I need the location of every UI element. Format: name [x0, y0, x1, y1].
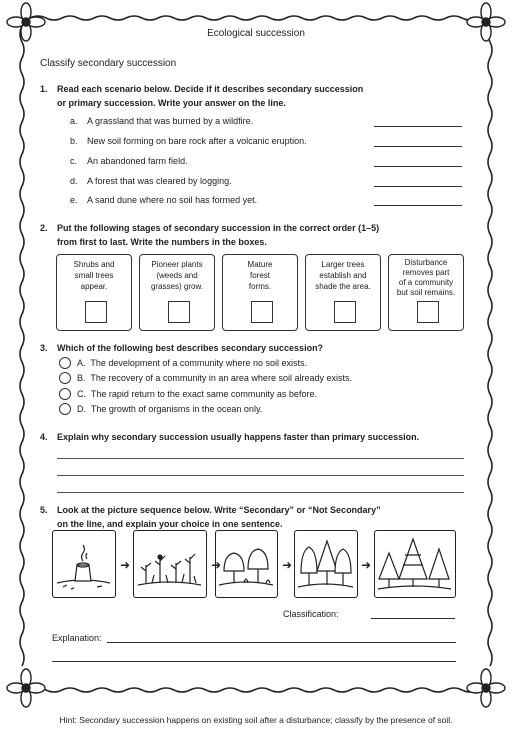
q1-answer-line-c[interactable]: [374, 166, 462, 167]
stage-text: forest: [249, 271, 270, 280]
stage-text: but soil remains.: [396, 288, 456, 297]
hint-text: Hint: Secondary succession happens on existing soil after a disturbance; classify by the presence of soil.: [59, 715, 453, 725]
q1-item-c: [70, 156, 188, 166]
radio-circle-icon[interactable]: [59, 388, 71, 400]
q1-item-a: [70, 116, 253, 126]
stage-text: (weeds and: [156, 271, 198, 280]
explanation-line[interactable]: [107, 642, 456, 643]
option-letter: C.: [77, 389, 86, 399]
stage-text: Mature: [247, 260, 273, 269]
q4-writing-line[interactable]: [57, 475, 464, 476]
burned-stump-icon: [53, 531, 114, 596]
classification-label: Classification:: [283, 609, 339, 619]
q1-item-text: A sand dune where no soil has formed yet.: [87, 195, 258, 205]
q4-text: Explain why secondary succession usually happens faster than primary succession.: [57, 432, 420, 442]
q1-item-d: [70, 176, 232, 186]
stage-text: removes part: [402, 268, 450, 277]
order-box[interactable]: [168, 301, 190, 323]
option-letter: B.: [77, 373, 86, 383]
q1-answer-line-e[interactable]: [374, 205, 462, 206]
stage-card-5: [388, 254, 464, 331]
q2-text-line2: from first to last. Write the numbers in the boxes.: [57, 237, 267, 247]
worksheet-title: Ecological succession: [207, 28, 305, 39]
q5-text-line2: on the line, and explain your choice in one sentence.: [57, 519, 283, 529]
q1-item-letter: e.: [70, 195, 78, 205]
stage-card-1: [56, 254, 132, 331]
q1-text: [57, 82, 363, 110]
q5-text-line1: Look at the picture sequence below. Write “Secondary” or “Not Secondary”: [57, 505, 381, 515]
option-text: The rapid return to the exact same community as before.: [90, 389, 317, 399]
q1-text-line1: Read each scenario below. Decide if it describes secondary succession: [57, 84, 364, 94]
order-box[interactable]: [417, 301, 439, 323]
q1-text-line2: or primary succession. Write your answer on the line.: [57, 98, 286, 108]
option-letter: D.: [77, 404, 86, 414]
q3-number: 3.: [40, 343, 48, 353]
q2-number: 2.: [40, 223, 48, 233]
radio-circle-icon[interactable]: [59, 357, 71, 369]
radio-circle-icon[interactable]: [59, 403, 71, 415]
stage-text: Larger trees: [321, 260, 365, 269]
q1-item-b: [70, 136, 307, 146]
q5-text: [57, 503, 381, 531]
stage-text: grasses) grow.: [150, 282, 204, 291]
sequence-arrow-icon: ➜: [211, 558, 222, 572]
panel-young-forest: [294, 530, 358, 598]
order-box[interactable]: [251, 301, 273, 323]
stage-text: shade the area.: [315, 282, 371, 291]
q1-item-text: A forest that was cleared by logging.: [87, 176, 232, 186]
q1-item-text: An abandoned farm field.: [87, 156, 188, 166]
young-forest-icon: [295, 531, 356, 596]
stage-text: Shrubs and: [73, 260, 115, 269]
q2-text: [57, 221, 379, 249]
q5-number: 5.: [40, 505, 48, 515]
q4-writing-line[interactable]: [57, 458, 464, 459]
sequence-arrow-icon: ➜: [361, 558, 372, 572]
stage-card-2: [139, 254, 215, 331]
panel-shrubs-small-trees: [215, 530, 278, 598]
option-text: The recovery of a community in an area where soil already exists.: [90, 373, 352, 383]
stage-text: small trees: [74, 271, 114, 280]
shrubs-small-trees-icon: [216, 531, 276, 596]
q1-answer-line-b[interactable]: [374, 146, 462, 147]
stage-text: of a community: [398, 278, 454, 287]
q4-number: 4.: [40, 432, 48, 442]
stage-text: appear.: [80, 282, 108, 291]
stage-card-4: [305, 254, 381, 331]
option-text: The growth of organisms in the ocean only.: [90, 404, 263, 414]
radio-circle-icon[interactable]: [59, 372, 71, 384]
q3-option-d[interactable]: [59, 403, 262, 416]
q1-item-e: [70, 195, 257, 205]
panel-pioneer-plants: [133, 530, 207, 598]
q1-number: 1.: [40, 84, 48, 94]
q3-option-a[interactable]: [59, 357, 307, 370]
order-box[interactable]: [334, 301, 356, 323]
q1-item-text: New soil forming on bare rock after a volcanic eruption.: [87, 136, 307, 146]
pioneer-plants-icon: [134, 531, 205, 596]
q1-item-text: A grassland that was burned by a wildfire.: [87, 116, 254, 126]
q1-answer-line-d[interactable]: [374, 186, 462, 187]
q1-item-letter: b.: [70, 136, 78, 146]
q3-option-b[interactable]: [59, 372, 352, 385]
stage-text: Pioneer plants: [151, 260, 203, 269]
q1-item-letter: c.: [70, 156, 78, 166]
panel-burned-stump: [52, 530, 116, 598]
explanation-label: Explanation:: [52, 633, 102, 643]
sequence-arrow-icon: ➜: [120, 558, 131, 572]
option-text: The development of a community where no soil exists.: [90, 358, 307, 368]
stage-card-3: [222, 254, 298, 331]
q1-item-letter: a.: [70, 116, 78, 126]
classification-line[interactable]: [371, 618, 455, 619]
option-letter: A.: [77, 358, 86, 368]
stage-text: establish and: [319, 271, 367, 280]
q1-answer-line-a[interactable]: [374, 126, 462, 127]
q2-text-line1: Put the following stages of secondary succession in the correct order (1–5): [57, 223, 380, 233]
stage-text: forms.: [248, 282, 272, 291]
stage-text: Disturbance: [404, 258, 448, 267]
explanation-line-2[interactable]: [52, 661, 456, 662]
sequence-arrow-icon: ➜: [282, 558, 293, 572]
panel-mature-forest: [374, 530, 456, 598]
q1-item-letter: d.: [70, 176, 78, 186]
q4-writing-line[interactable]: [57, 492, 464, 493]
mature-forest-icon: [375, 531, 454, 596]
q3-option-c[interactable]: [59, 388, 317, 401]
worksheet-subtitle: Classify secondary succession: [40, 58, 177, 69]
q3-text: Which of the following best describes secondary succession?: [57, 343, 324, 353]
order-box[interactable]: [85, 301, 107, 323]
